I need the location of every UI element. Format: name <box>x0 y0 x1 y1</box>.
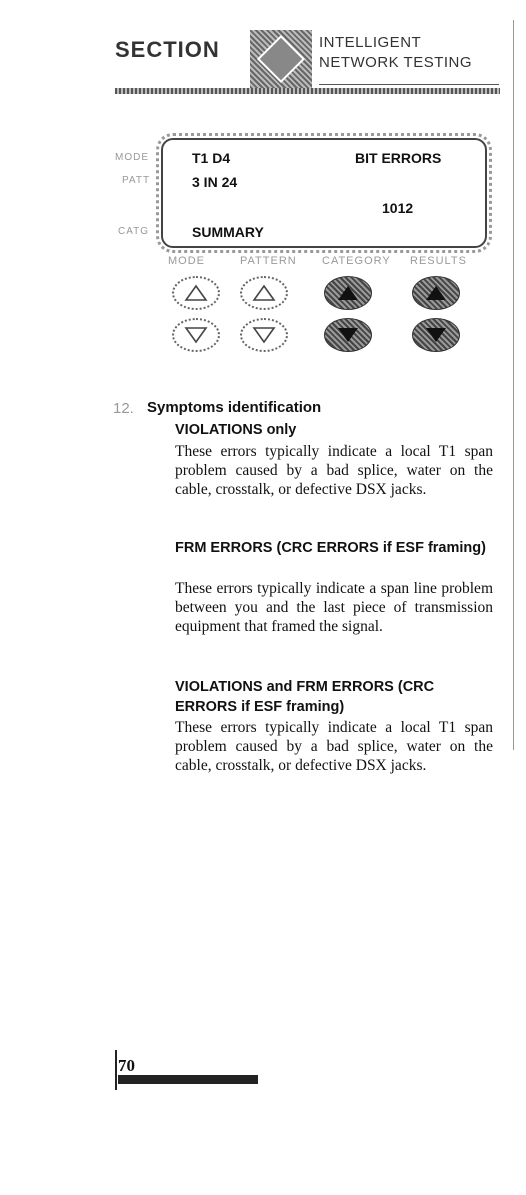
triangle-up-icon <box>184 284 208 302</box>
triangle-down-icon <box>424 326 448 344</box>
triangle-up-icon <box>424 284 448 302</box>
display-mode-value: T1 D4 <box>192 150 231 166</box>
key-label-mode: MODE <box>168 255 205 267</box>
brand-line-2: NETWORK TESTING <box>319 54 473 71</box>
triangle-up-icon <box>252 284 276 302</box>
brand-underline <box>319 84 499 85</box>
key-label-category: CATEGORY <box>322 255 391 267</box>
side-label-catg: CATG <box>118 226 150 237</box>
display-pattern-value: 3 IN 24 <box>192 174 238 190</box>
pattern-up-key[interactable] <box>240 276 288 310</box>
results-down-key[interactable] <box>412 318 460 352</box>
section-body: These errors typically indicate a local T1 span problem caused by a bad splice, water on the cable, crosstalk, or defective DSX jacks. <box>175 443 493 498</box>
pattern-down-key[interactable] <box>240 318 288 352</box>
triangle-down-icon <box>184 326 208 344</box>
category-up-key[interactable] <box>324 276 372 310</box>
side-label-mode: MODE <box>115 152 149 163</box>
triangle-up-icon <box>336 284 360 302</box>
display-results-value: 1012 <box>382 200 414 216</box>
brand-line-1: INTELLIGENT <box>319 34 422 51</box>
results-up-key[interactable] <box>412 276 460 310</box>
item-number: 12. <box>113 400 134 417</box>
display-category-value: SUMMARY <box>192 224 264 240</box>
triangle-down-icon <box>336 326 360 344</box>
side-label-patt: PATT <box>122 175 151 186</box>
triangle-down-icon <box>252 326 276 344</box>
header-rule <box>115 88 500 94</box>
section-heading: VIOLATIONS only <box>175 422 297 438</box>
page-tick <box>115 1050 117 1090</box>
mode-down-key[interactable] <box>172 318 220 352</box>
section-heading: FRM ERRORS (CRC ERRORS if ESF framing) <box>175 540 486 556</box>
mode-up-key[interactable] <box>172 276 220 310</box>
category-down-key[interactable] <box>324 318 372 352</box>
section-word: SECTION <box>115 37 220 62</box>
item-title: Symptoms identification <box>147 399 322 416</box>
key-label-results: RESULTS <box>410 255 467 267</box>
display-results-title: BIT ERRORS <box>355 150 442 166</box>
section-body: These errors typically indicate a span line problem between you and the last piece of transmission equipment that framed the signal. <box>175 580 493 635</box>
section-body: These errors typically indicate a local T1 span problem caused by a bad splice, water on the cable, crosstalk, or defective DSX jacks. <box>175 719 493 774</box>
key-label-pattern: PATTERN <box>240 255 297 267</box>
margin-rule <box>513 20 514 750</box>
page-bar <box>118 1075 258 1084</box>
section-heading: VIOLATIONS and FRM ERRORS (CRC ERRORS if ESF framing) <box>175 679 435 715</box>
page-number: 70 <box>118 1056 135 1075</box>
